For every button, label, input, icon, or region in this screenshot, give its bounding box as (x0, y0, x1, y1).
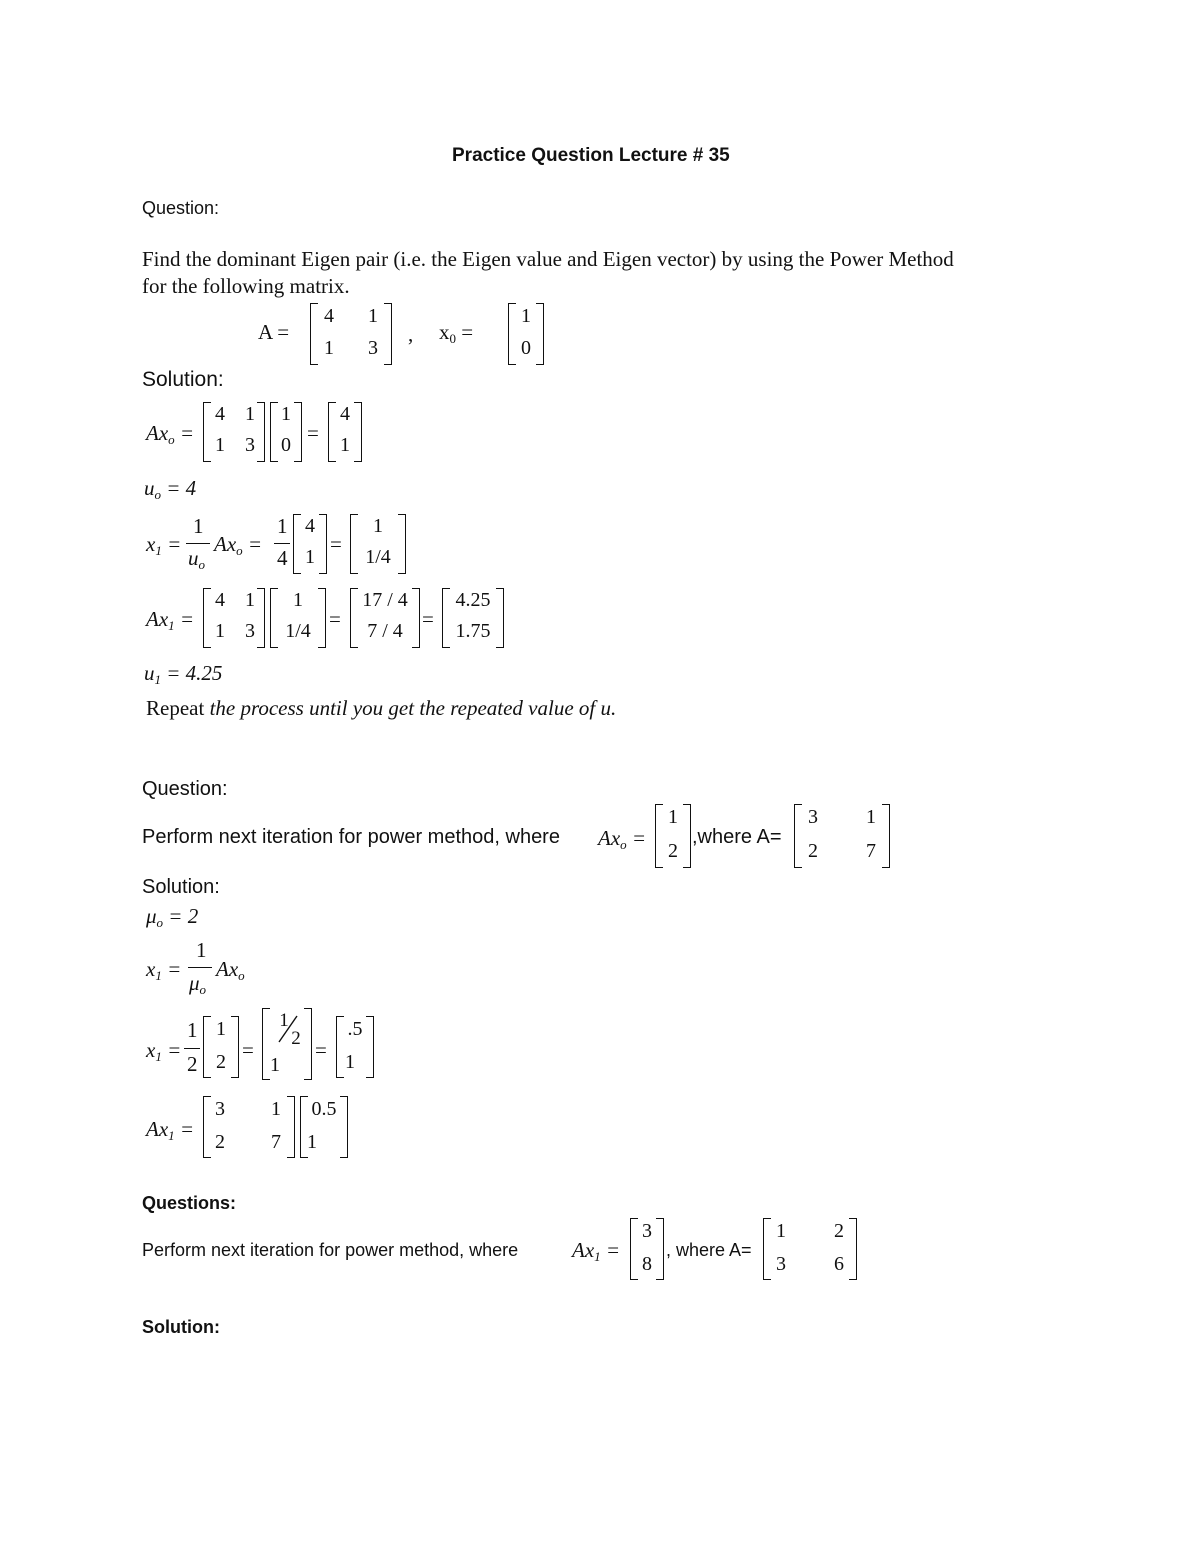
vector-decimal-result (442, 588, 504, 648)
x1-lhs-2: $x_1$ = (146, 1038, 182, 1064)
vector-cell: 1 (293, 589, 303, 611)
vector-cell: 1 (668, 806, 678, 828)
equals-sign: = (330, 532, 342, 556)
matrix-a-q2 (794, 804, 890, 868)
matrix-cell: 6 (834, 1253, 844, 1275)
matrix-cell: 1 (866, 806, 876, 828)
vector-cell: 0.5 (311, 1098, 337, 1120)
matrix-a-label: A = (258, 320, 290, 344)
matrix-cell: 1 (324, 337, 334, 359)
vector-cell: 0 (281, 434, 291, 456)
fraction-bar (186, 543, 210, 544)
fraction-numerator: 1 (196, 938, 207, 962)
separator-comma: , (408, 322, 414, 346)
ax0-tail: $Ax_o$ (216, 957, 245, 983)
matrix-cell: 3 (215, 1098, 225, 1120)
vector-point5 (336, 1016, 374, 1078)
where-a-label: , where A= (666, 1240, 752, 1260)
ax0-lhs: $Ax_o$ = (146, 421, 195, 447)
matrix-cell: 1 (271, 1098, 281, 1120)
solution-1-label: Solution: (142, 368, 224, 391)
equals-sign: = (242, 1038, 254, 1062)
vector-cell: 2 (216, 1051, 226, 1073)
equals-sign: = (422, 607, 434, 631)
fraction-denominator: $u_o$ (188, 546, 205, 572)
matrix-a-step1 (203, 402, 265, 462)
ax0-term: $Ax_o$ = (598, 826, 647, 852)
vector-cell: 1 (307, 1131, 317, 1153)
matrix-cell: 3 (808, 806, 818, 828)
vector-cell: 1 (345, 1051, 355, 1073)
vector-cell: .5 (347, 1018, 363, 1040)
matrix-cell: 3 (368, 337, 378, 359)
matrix-cell: 1 (776, 1220, 786, 1242)
vector-cell: 4 (305, 515, 315, 537)
page-title: Practice Question Lecture # 35 (452, 145, 730, 166)
vector-cell: 1/4 (365, 546, 391, 568)
vector-cell: 4.25 (455, 589, 491, 611)
fraction-numerator: 1 (277, 514, 288, 538)
vector-cell: 1/4 (285, 620, 311, 642)
matrix-a-q2-step (203, 1096, 295, 1158)
ax1-term: $Ax_1$ = (572, 1238, 621, 1264)
matrix-cell: 1 (215, 620, 225, 642)
matrix-cell: 4 (215, 589, 225, 611)
fraction-bar (188, 967, 212, 968)
u1-line: $u_1 = 4.25$ (144, 661, 223, 687)
ax1-lhs: $Ax_1$ = (146, 607, 195, 633)
matrix-cell: 2 (808, 840, 818, 862)
matrix-cell: 3 (245, 620, 255, 642)
x1-lhs: $x_1$ = (146, 532, 182, 558)
matrix-cell: 4 (324, 305, 334, 327)
equals-sign: = (329, 607, 341, 631)
matrix-cell: 3 (776, 1253, 786, 1275)
matrix-cell: 7 (271, 1131, 281, 1153)
fraction-bar (274, 543, 290, 544)
vector-half (262, 1008, 312, 1080)
half-numerator: 1 (279, 1010, 289, 1031)
solution-3-label: Solution: (142, 1317, 220, 1337)
matrix-cell: 1 (215, 434, 225, 456)
matrix-cell: 2 (215, 1131, 225, 1153)
fraction-bar (184, 1048, 200, 1049)
repeat-instruction (146, 696, 616, 721)
vector-cell: 0 (521, 337, 531, 359)
matrix-a (310, 303, 392, 365)
vector-cell: 1 (281, 403, 291, 425)
vector-ax0-result (328, 402, 362, 462)
vector-cell: 1.75 (455, 620, 491, 642)
matrix-a-q3 (763, 1218, 857, 1280)
ax1-lhs: $Ax_1$ = (146, 1117, 195, 1143)
vector-cell: 8 (642, 1253, 652, 1275)
vector-cell: 7 / 4 (367, 620, 403, 642)
question-1-text-line2: for the following matrix. (142, 274, 350, 298)
question-3-text: Perform next iteration for power method, where (142, 1240, 519, 1260)
vector-05-1 (300, 1096, 348, 1158)
fraction-denominator: 4 (277, 546, 288, 570)
u0-line: $u_o = 4$ (144, 476, 197, 502)
vector-cell: 1 (373, 515, 383, 537)
vector-x0-step1 (270, 402, 302, 462)
equals-sign: = (307, 421, 319, 445)
vector-cell: 1 (270, 1054, 280, 1076)
matrix-cell: 1 (245, 589, 255, 611)
fraction-denominator: $\mu_o$ (189, 971, 207, 997)
matrix-cell: 7 (866, 840, 876, 862)
fraction-numerator: 1 (187, 1018, 198, 1042)
solution-2-label: Solution: (142, 876, 220, 898)
vector-x0 (508, 303, 544, 365)
vector-cell: 1 (216, 1018, 226, 1040)
mu0-line: $\mu_o = 2$ (146, 904, 199, 930)
vector-cell: 2 (668, 840, 678, 862)
question-3-label: Questions: (142, 1193, 237, 1213)
vector-ax1 (630, 1218, 664, 1280)
vector-cell: 1 (305, 546, 315, 568)
ax0-term: $Ax_o$ = (214, 532, 263, 558)
repeat-rest: the process until you get the repeated value of u. (209, 696, 617, 720)
vector-x1-step2 (270, 588, 326, 648)
fraction-denominator: 2 (187, 1052, 198, 1076)
question-2-text: Perform next iteration for power method, where (142, 826, 560, 848)
matrix-cell: 4 (215, 403, 225, 425)
vector-cell: 17 / 4 (362, 589, 408, 611)
vector-1-2 (203, 1016, 239, 1078)
equals-sign: = (315, 1038, 327, 1062)
question-1-text-line1: Find the dominant Eigen pair (i.e. the Eigen value and Eigen vector) by using the Power Method (142, 247, 954, 271)
vector-4-1 (293, 514, 327, 574)
question-2-label: Question: (142, 778, 228, 800)
vector-cell: 1 (521, 305, 531, 327)
fraction-numerator: 1 (193, 514, 204, 538)
matrix-cell: 3 (245, 434, 255, 456)
matrix-cell: 1 (368, 305, 378, 327)
where-a-label: ,where A= (692, 826, 782, 848)
question-1-label: Question: (142, 198, 220, 218)
vector-cell: 3 (642, 1220, 652, 1242)
vector-fractions-result (350, 588, 420, 648)
vector-ax0 (655, 804, 691, 868)
matrix-a-step2 (203, 588, 265, 648)
vector-x1 (350, 514, 406, 574)
x0-label: $x_0$ = (439, 320, 474, 346)
vector-cell: 4 (340, 403, 350, 425)
x1-lhs: $x_1$ = (146, 957, 182, 983)
matrix-cell: 1 (245, 403, 255, 425)
matrix-cell: 2 (834, 1220, 844, 1242)
repeat-word: Repeat (146, 696, 205, 720)
vector-cell: 1 (340, 434, 350, 456)
half-denominator: 2 (291, 1028, 301, 1049)
